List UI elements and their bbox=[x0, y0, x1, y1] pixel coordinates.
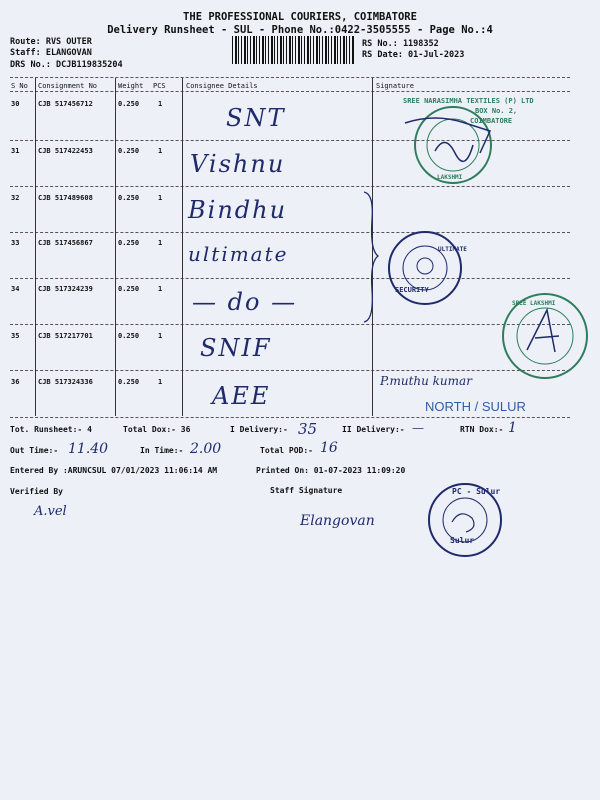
row-pcs: 1 bbox=[158, 100, 163, 108]
row-weight: 0.250 bbox=[118, 378, 140, 386]
row-sno: 32 bbox=[11, 194, 20, 202]
brace-mark bbox=[360, 190, 382, 325]
row-pcs: 1 bbox=[158, 147, 163, 155]
barcode bbox=[232, 36, 354, 64]
ii-delivery-label: II Delivery:- bbox=[342, 425, 405, 434]
drs-label: DRS No.: DCJB119835204 bbox=[10, 60, 123, 70]
row-pcs: 1 bbox=[158, 378, 163, 386]
runsheet-subtitle: Delivery Runsheet - SUL - Phone No.:0422-3505555 - Page No.:4 bbox=[107, 24, 493, 36]
rtn-dox-value: 1 bbox=[508, 420, 517, 436]
table-bottom-rule bbox=[10, 417, 570, 418]
column-divider bbox=[182, 78, 183, 416]
row-pcs: 1 bbox=[158, 285, 163, 293]
row-weight: 0.250 bbox=[118, 332, 140, 340]
row-sno: 35 bbox=[11, 332, 20, 340]
row-consignee-handwritten: AEE bbox=[212, 382, 271, 410]
row-rule bbox=[10, 232, 570, 233]
row-consignment: CJB 517456867 bbox=[38, 239, 93, 247]
row-consignment: CJB 517324239 bbox=[38, 285, 93, 293]
header-rule bbox=[10, 91, 570, 92]
row-pcs: 1 bbox=[158, 332, 163, 340]
row-sno: 33 bbox=[11, 239, 20, 247]
stamp-text: Sulur bbox=[450, 536, 475, 545]
i-delivery-value: 35 bbox=[298, 420, 318, 438]
stamp-text: SREE NARASIMHA TEXTILES (P) LTD bbox=[403, 97, 534, 105]
row-consignee-handwritten: — do — bbox=[192, 288, 298, 316]
printed-on: Printed On: 01-07-2023 11:09:20 bbox=[256, 466, 406, 475]
row-weight: 0.250 bbox=[118, 147, 140, 155]
row-weight: 0.250 bbox=[118, 285, 140, 293]
col-pcs: PCS bbox=[153, 82, 166, 90]
column-divider bbox=[115, 78, 116, 416]
entered-by: Entered By :ARUNCSUL 07/01/2023 11:06:14 AM bbox=[10, 466, 218, 475]
total-pod-value: 16 bbox=[320, 440, 338, 456]
rtn-dox-label: RTN Dox:- bbox=[460, 425, 504, 434]
stamp-text: PC - Sulur bbox=[452, 487, 501, 496]
rs-date: RS Date: 01-Jul-2023 bbox=[362, 50, 465, 60]
col-sno: S No bbox=[11, 82, 28, 90]
total-pod-label: Total POD:- bbox=[260, 446, 313, 455]
col-signature: Signature bbox=[376, 82, 414, 90]
rs-number: RS No.: 1198352 bbox=[362, 39, 439, 49]
row-consignment: CJB 517489608 bbox=[38, 194, 93, 202]
column-divider bbox=[35, 78, 36, 416]
out-time-label: Out Time:- bbox=[10, 446, 59, 455]
row-consignee-handwritten: Vishnu bbox=[190, 150, 286, 178]
in-time-value: 2.00 bbox=[190, 441, 222, 457]
security-stamp bbox=[385, 228, 465, 308]
stamp-text: SECURITY bbox=[395, 286, 429, 294]
row-weight: 0.250 bbox=[118, 194, 140, 202]
staff-label: Staff: ELANGOVAN bbox=[10, 48, 92, 58]
row-consignment: CJB 517422453 bbox=[38, 147, 93, 155]
row-pcs: 1 bbox=[158, 239, 163, 247]
stamp-text: LAKSHMI bbox=[437, 174, 463, 181]
col-consignee: Consignee Details bbox=[186, 82, 258, 90]
row-weight: 0.250 bbox=[118, 239, 140, 247]
col-weight: Weight bbox=[118, 82, 144, 90]
table-top-rule bbox=[10, 77, 570, 78]
stamp-text: COIMBATORE bbox=[470, 117, 513, 125]
in-time-label: In Time:- bbox=[140, 446, 184, 455]
row-weight: 0.250 bbox=[118, 100, 140, 108]
stamp-text: SREE LAKSHMI bbox=[512, 300, 556, 307]
row-sno: 30 bbox=[11, 100, 20, 108]
staff-signature: Elangovan bbox=[300, 513, 375, 529]
row-sno: 34 bbox=[11, 285, 20, 293]
verified-by-label: Verified By bbox=[10, 487, 63, 496]
stamp-text: ULTIMATE bbox=[438, 246, 467, 253]
route-label: Route: RVS OUTER bbox=[10, 37, 92, 47]
total-dox: Total Dox:- 36 bbox=[123, 425, 191, 434]
row-rule bbox=[10, 324, 570, 325]
row-consignment: CJB 517217701 bbox=[38, 332, 93, 340]
row-consignment: CJB 517456712 bbox=[38, 100, 93, 108]
col-consignment: Consignment No bbox=[38, 82, 98, 90]
row-pcs: 1 bbox=[158, 194, 163, 202]
row-rule bbox=[10, 370, 570, 371]
company-title: THE PROFESSIONAL COURIERS, COIMBATORE bbox=[183, 11, 417, 23]
row-sno: 36 bbox=[11, 378, 20, 386]
staff-signature-label: Staff Signature bbox=[270, 486, 343, 495]
total-runsheet: Tot. Runsheet:- 4 bbox=[10, 425, 92, 434]
row36-signature: P.muthu kumar bbox=[380, 374, 472, 388]
row-consignee-handwritten: SNIF bbox=[200, 334, 272, 362]
verified-signature: A.vel bbox=[34, 504, 67, 519]
row-consignee-handwritten: SNT bbox=[226, 104, 286, 132]
ii-delivery-value: — bbox=[412, 421, 424, 435]
row-rule bbox=[10, 278, 570, 279]
i-delivery-label: I Delivery:- bbox=[230, 425, 288, 434]
out-time-value: 11.40 bbox=[68, 441, 109, 457]
north-sulur-stamp: NORTH / SULUR bbox=[425, 399, 526, 414]
row-consignee-handwritten: ultimate bbox=[188, 242, 289, 266]
row-consignee-handwritten: Bindhu bbox=[188, 196, 288, 224]
stamp-text: BOX No. 2, bbox=[475, 107, 518, 115]
row-sno: 31 bbox=[11, 147, 20, 155]
row-consignment: CJB 517324336 bbox=[38, 378, 93, 386]
